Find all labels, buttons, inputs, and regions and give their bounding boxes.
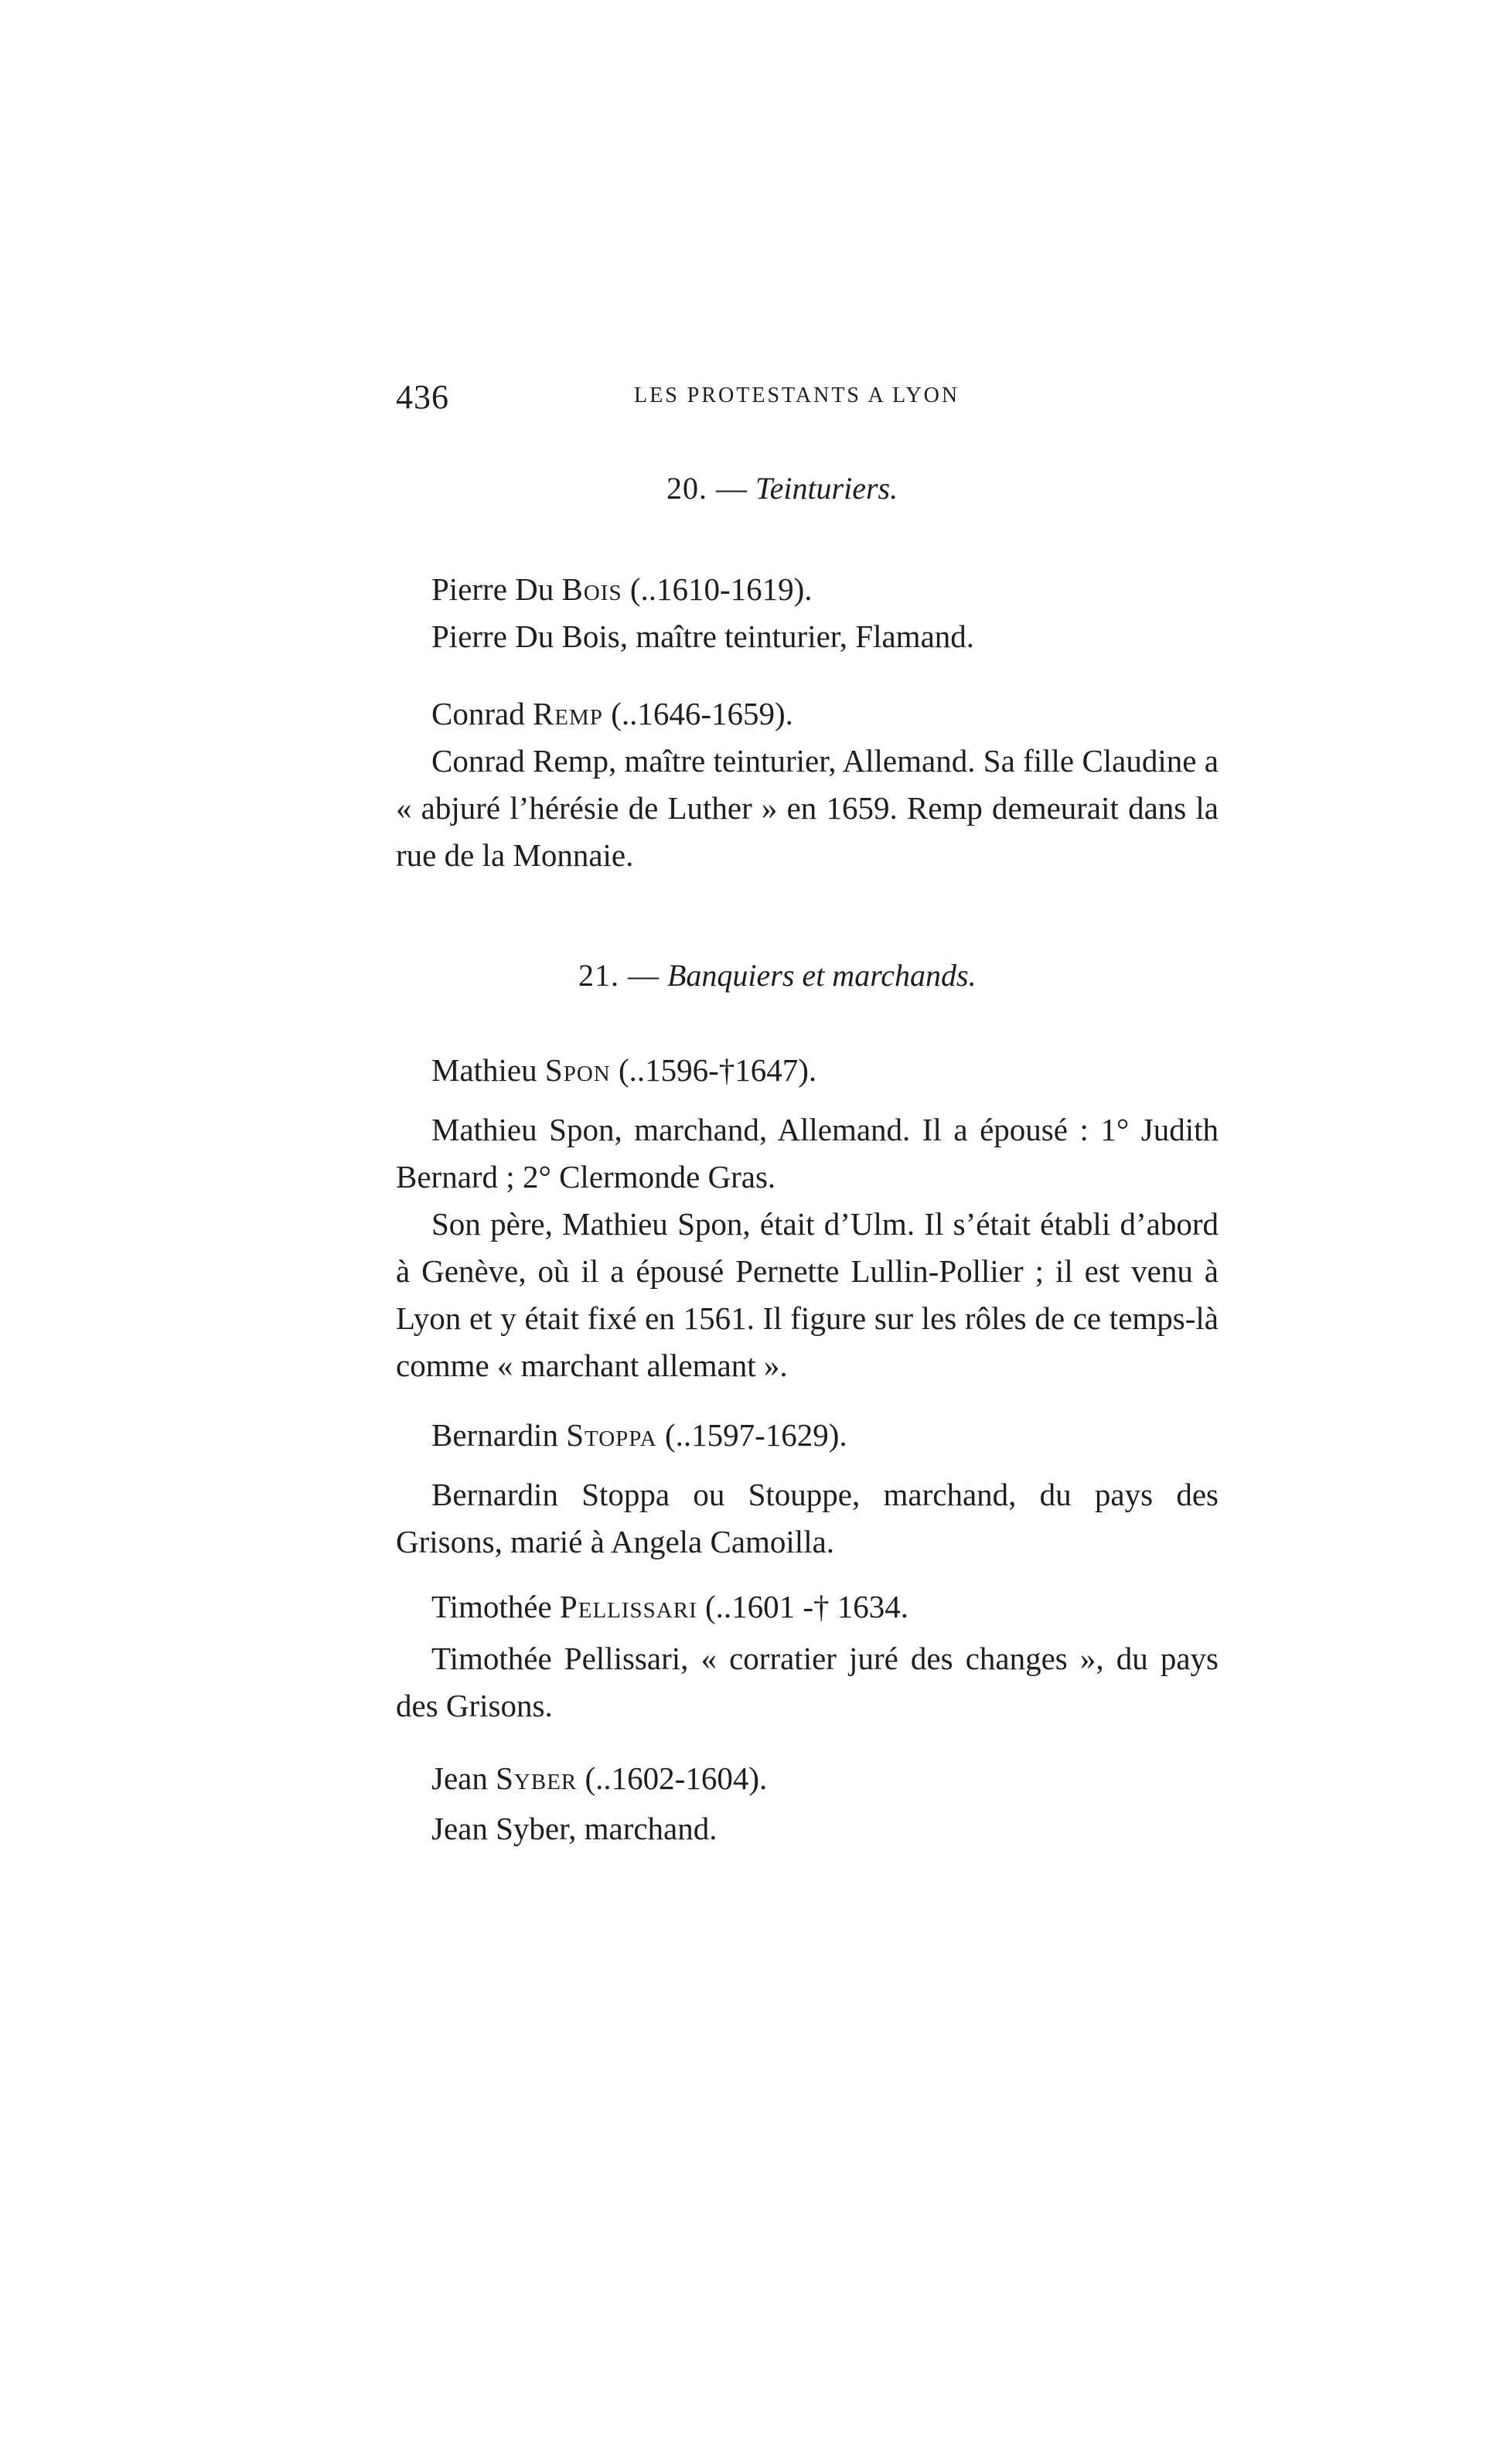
section-title: Banquiers et marchands. [667, 958, 977, 993]
entry-bernardin-stoppa [396, 1412, 1219, 1566]
entry-mathieu-spon [396, 1047, 1219, 1389]
entry-name-line [396, 566, 1219, 613]
entry-conrad-remp [396, 690, 1219, 879]
entry-dates: (..1646-1659). [611, 696, 793, 731]
entry-name: Timothée [431, 1589, 552, 1624]
entry-dates: (..1601 -† 1634. [704, 1589, 909, 1624]
entry-name-line [396, 1755, 1219, 1802]
entry-dates: (..1602-1604). [585, 1760, 768, 1796]
entry-surname: Syber [496, 1760, 578, 1796]
section-number: 21. — [578, 958, 660, 993]
entry-name-line [396, 1047, 1219, 1094]
entry-surname: Stoppa [566, 1417, 657, 1453]
entry-paragraph: Timothée Pellissari, « corratier juré des changes », du pays des Grisons. [396, 1641, 1219, 1723]
entry-timothee-pellissari [396, 1583, 1219, 1730]
entry-surname: Remp [532, 696, 603, 731]
entry-jean-syber [396, 1755, 1219, 1852]
section-heading-banquiers [578, 957, 977, 993]
entry-paragraph: Pierre Du Bois, maître teinturier, Flamand. [431, 619, 975, 654]
entry-pierre-du-bois [396, 566, 1219, 660]
entry-name-line [396, 1583, 1219, 1631]
entry-paragraph: Bernardin Stoppa ou Stouppe, marchand, du pays des Grisons, marié à Angela Camoilla. [396, 1477, 1219, 1559]
entry-surname: Bois [561, 571, 622, 607]
page-number: 436 [396, 378, 449, 416]
entry-dates: (..1596-†1647). [618, 1052, 817, 1088]
entry-name: Mathieu [431, 1052, 537, 1088]
entry-name: Bernardin [431, 1417, 558, 1453]
entry-surname: Pellissari [559, 1589, 697, 1624]
page-header [396, 377, 1239, 424]
entry-name-line [396, 1412, 1219, 1459]
running-title: LES PROTESTANTS A LYON [634, 383, 960, 407]
section-title: Teinturiers. [755, 471, 898, 506]
entry-name-line [396, 690, 1219, 738]
entry-name: Conrad [431, 696, 525, 731]
section-heading-teinturiers [666, 470, 898, 506]
entry-paragraph: Mathieu Spon, marchand, Allemand. Il a épousé : 1° Judith Bernard ; 2° Clermonde Gras. [396, 1112, 1219, 1195]
entry-paragraph: Son père, Mathieu Spon, était d’Ulm. Il s’était établi d’abord à Genève, où il a épousé Pernette Lullin-Pollier ; il est venu à Lyon et y était fixé en 1561. Il figure sur les rôles de ce temps-là comme « marchant allemant ». [396, 1206, 1219, 1383]
entry-surname: Spon [544, 1052, 611, 1088]
entry-name: Pierre Du [431, 571, 554, 607]
entry-paragraph: Jean Syber, marchand. [431, 1811, 718, 1846]
entry-dates: (..1597-1629). [664, 1417, 847, 1453]
section-number: 20. — [666, 471, 748, 506]
entry-dates: (..1610-1619). [629, 571, 813, 607]
entry-paragraph: Conrad Remp, maître teinturier, Allemand. Sa fille Claudine a « abjuré l’hérésie de Luther » en 1659. Remp demeurait dans la rue de la Monnaie. [396, 743, 1219, 873]
entry-name: Jean [431, 1760, 488, 1796]
